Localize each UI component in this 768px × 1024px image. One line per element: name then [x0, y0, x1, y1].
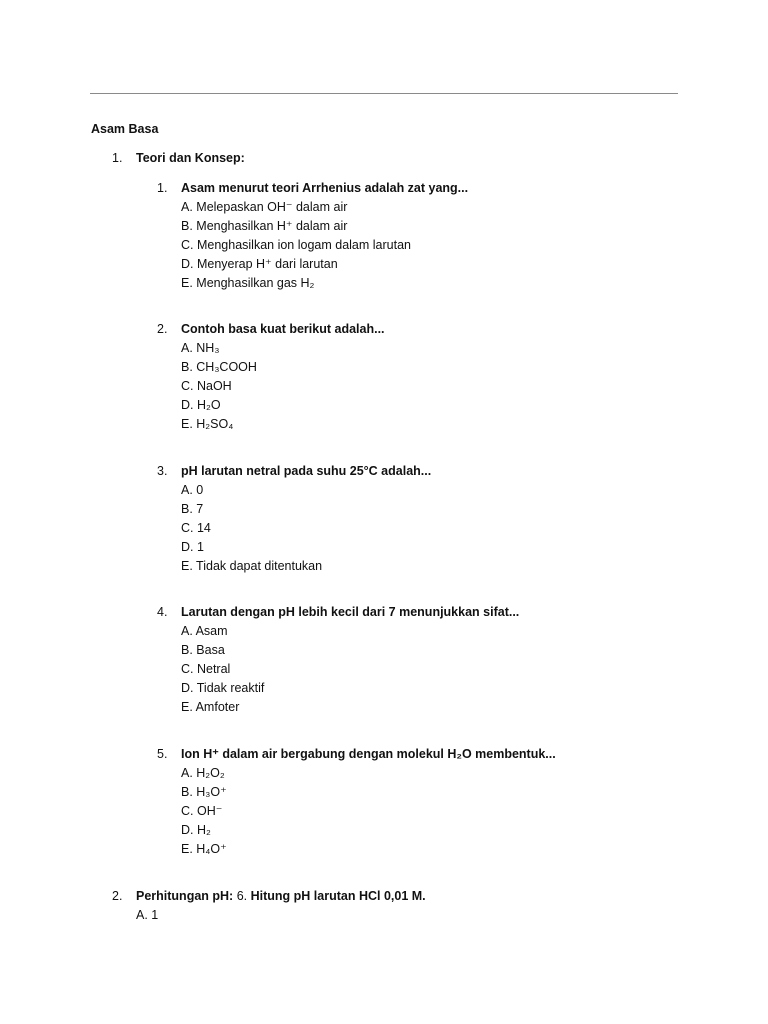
- question-5-text: 5. Ion H⁺ dalam air bergabung dengan molekul H₂O membentuk...: [157, 747, 556, 761]
- option: D. Tidak reaktif: [181, 681, 265, 695]
- header-rule: [90, 93, 678, 94]
- option: A. Melepaskan OH⁻ dalam air: [181, 200, 348, 214]
- option: C. Menghasilkan ion logam dalam larutan: [181, 238, 411, 252]
- option: A. 0: [181, 483, 204, 497]
- section-2-title: Perhitungan pH:: [136, 889, 234, 903]
- option: B. CH₃COOH: [181, 360, 257, 374]
- option: D. 1: [181, 540, 204, 554]
- option: E. Tidak dapat ditentukan: [181, 559, 323, 573]
- section-1-heading: [112, 151, 245, 165]
- section-1-title: Teori dan Konsep:: [136, 151, 245, 165]
- section-2-number: 2.: [112, 889, 123, 903]
- option: E. H₂SO₄: [181, 417, 234, 431]
- question-4: [157, 603, 519, 717]
- option: A. 1: [136, 908, 159, 922]
- question-1: [157, 179, 468, 293]
- section-2: [112, 887, 426, 925]
- section-2-heading: [112, 887, 426, 906]
- question-6-number: 6.: [236, 889, 248, 903]
- option: A. NH₃: [181, 341, 220, 355]
- question-2: [157, 320, 385, 434]
- option: B. 7: [181, 502, 204, 516]
- option: A. H₂O₂: [181, 766, 225, 780]
- option: D. H₂O: [181, 398, 221, 412]
- question-4-text: 4. Larutan dengan pH lebih kecil dari 7 menunjukkan sifat...: [157, 605, 520, 619]
- question-3-text: 3. pH larutan netral pada suhu 25°C adalah...: [157, 464, 432, 478]
- option: E. H₄O⁺: [181, 842, 227, 856]
- section-1-number: 1.: [112, 151, 123, 165]
- question-1-text: 1. Asam menurut teori Arrhenius adalah zat yang...: [157, 181, 469, 195]
- option: C. OH⁻: [181, 804, 223, 818]
- option: B. Menghasilkan H⁺ dalam air: [181, 219, 348, 233]
- option: B. H₃O⁺: [181, 785, 227, 799]
- question-5: [157, 745, 556, 859]
- option: D. Menyerap H⁺ dari larutan: [181, 257, 338, 271]
- document-title: Asam Basa: [91, 122, 159, 136]
- option: E. Menghasilkan gas H₂: [181, 276, 315, 290]
- option: E. Amfoter: [181, 700, 240, 714]
- option: D. H₂: [181, 823, 211, 837]
- option: A. Asam: [181, 624, 228, 638]
- option: B. Basa: [181, 643, 225, 657]
- option: C. NaOH: [181, 379, 232, 393]
- question-3: [157, 462, 431, 576]
- option: C. 14: [181, 521, 211, 535]
- question-2-text: 2. Contoh basa kuat berikut adalah...: [157, 322, 385, 336]
- option: C. Netral: [181, 662, 231, 676]
- question-6-text: Hitung pH larutan HCl 0,01 M.: [250, 889, 426, 903]
